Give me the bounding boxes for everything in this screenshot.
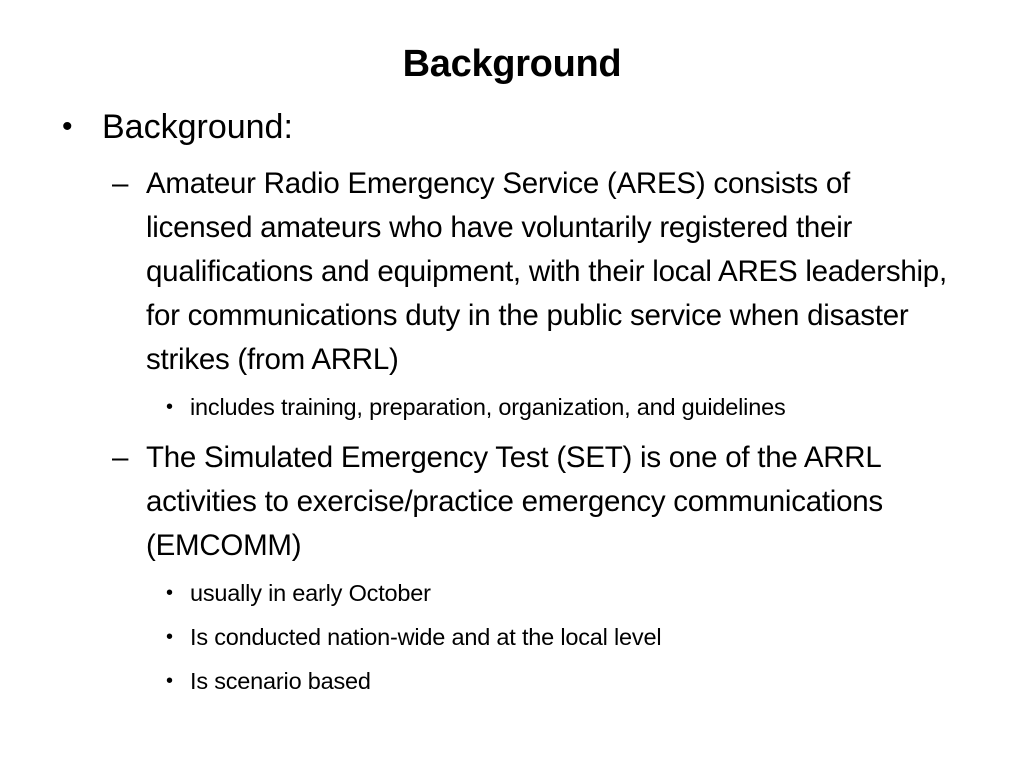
bullet-level3-scenario (166, 664, 970, 698)
bullet-text: Is scenario based (190, 668, 371, 694)
bullet-dot-icon: • (166, 670, 173, 692)
bullet-dot-icon: • (62, 110, 73, 143)
bullet-text: includes training, preparation, organization, and guidelines (190, 394, 786, 420)
bullet-level2-ares (112, 162, 956, 382)
bullet-text: The Simulated Emergency Test (SET) is one of the ARRL activities to exercise/practice emergency communications (EMCOMM) (146, 441, 883, 562)
bullet-dot-icon: • (166, 396, 173, 418)
bullet-text: usually in early October (190, 580, 431, 606)
slide-body (0, 100, 1024, 698)
bullet-text: Background: (102, 108, 293, 146)
bullet-level1-background (62, 104, 982, 150)
bullet-text: Amateur Radio Emergency Service (ARES) consists of licensed amateurs who have voluntarily registered their qualifications and equipment, with their local ARES leadership, for communications duty in the public service when disaster strikes (from ARRL) (146, 167, 947, 376)
bullet-dot-icon: • (166, 582, 173, 604)
bullet-level3-training (166, 390, 970, 424)
bullet-level3-october (166, 576, 970, 610)
bullet-level3-nationwide (166, 620, 970, 654)
bullet-dot-icon: • (166, 626, 173, 648)
dash-bullet-icon: – (112, 441, 129, 474)
bullet-level2-set (112, 436, 956, 568)
dash-bullet-icon: – (112, 167, 129, 200)
slide-title: Background (402, 43, 622, 85)
bullet-text: Is conducted nation-wide and at the local level (190, 624, 662, 650)
